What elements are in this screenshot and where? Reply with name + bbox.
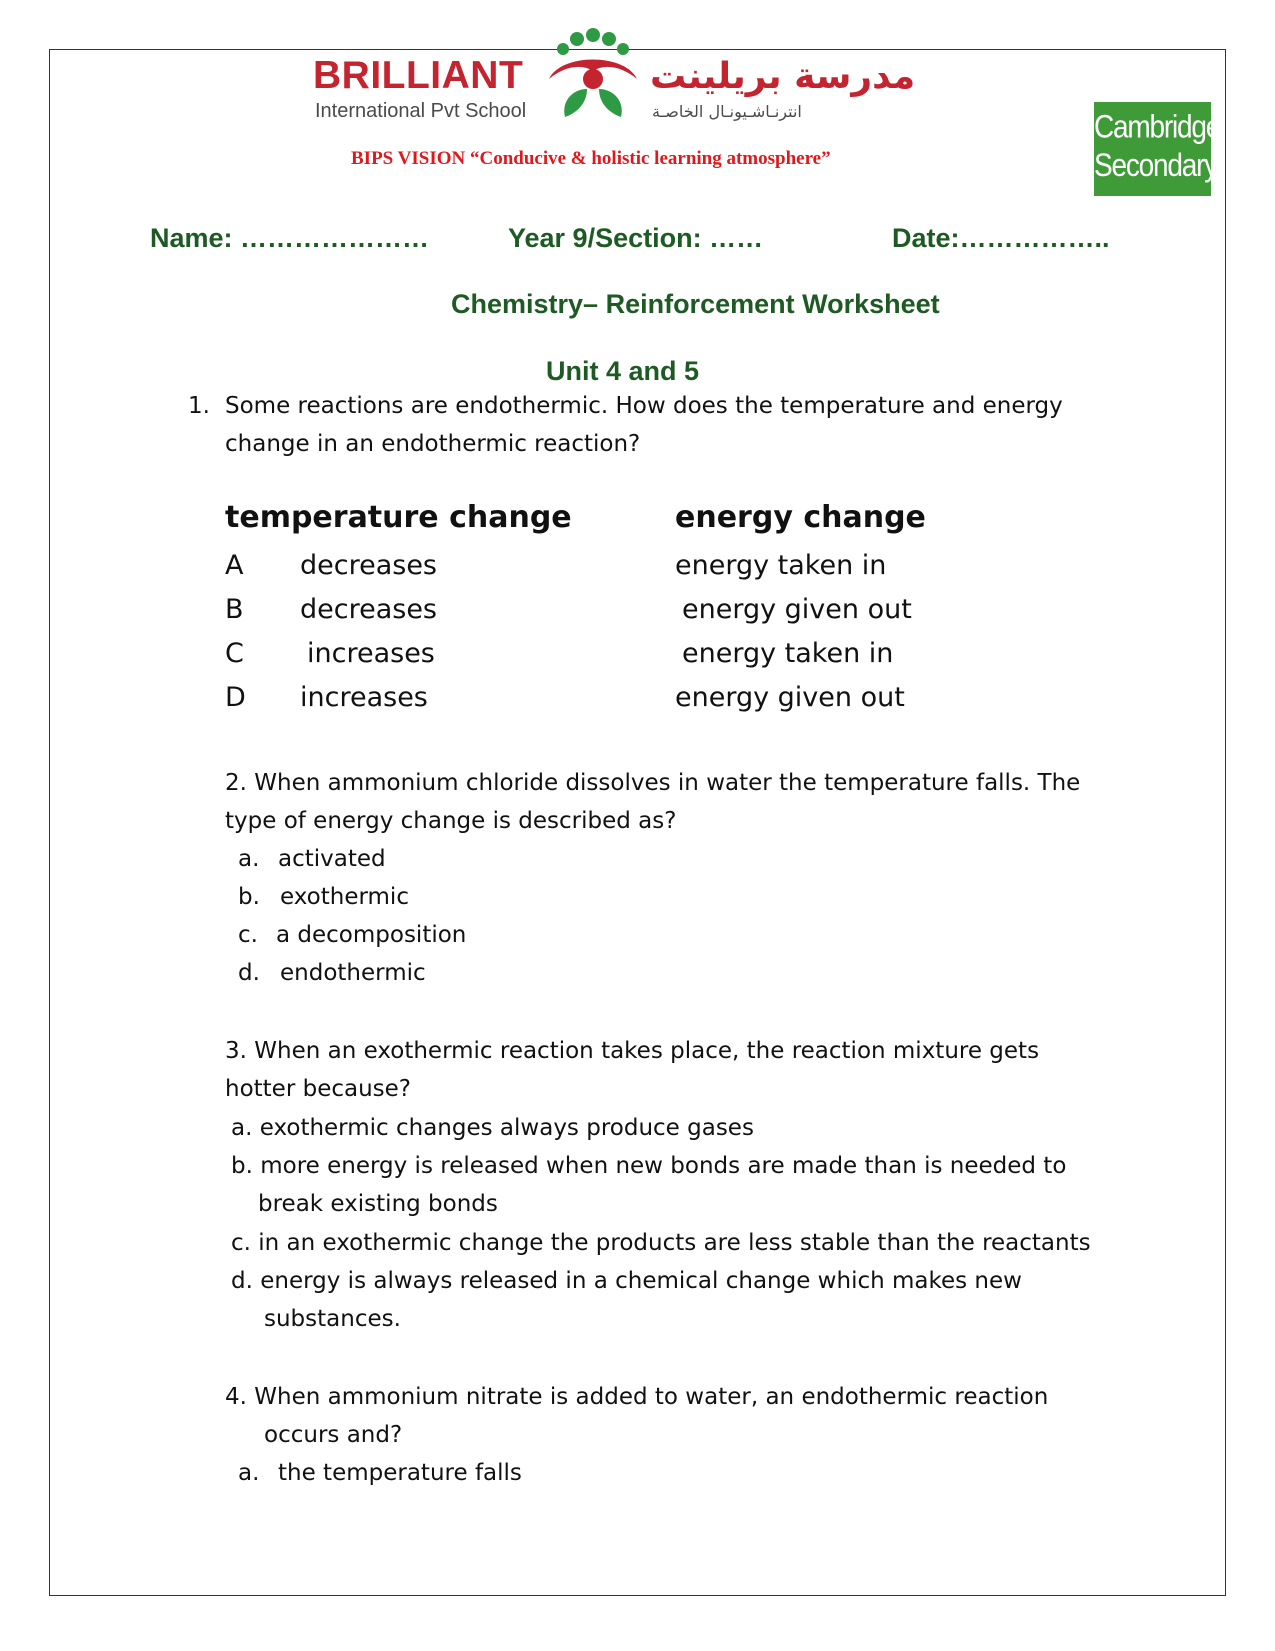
q3-option-b-continued: break existing bonds (258, 1191, 498, 1217)
q2-option-text: exothermic (280, 884, 409, 910)
q3-text-line-2: hotter because? (225, 1076, 412, 1102)
date-field[interactable]: Date:…………….. (892, 223, 1110, 253)
q1-number: 1. (188, 393, 210, 419)
badge-line-2: Secondary 1 (1094, 147, 1218, 232)
q2-option-text: endothermic (280, 960, 426, 986)
q1-option-letter[interactable]: B (225, 594, 244, 625)
q2-option-text: a decomposition (276, 922, 467, 948)
q1-option-energy: energy given out (675, 682, 905, 713)
q1-option-temp: increases (307, 638, 435, 669)
school-vision: BIPS VISION “Conducive & holistic learning atmosphere” (351, 148, 831, 169)
school-name-ar: مدرسة بريلينت (650, 56, 916, 97)
school-subtitle-ar: انترنـاشـيونـال الخاصـة (652, 102, 802, 121)
year-section-field[interactable]: Year 9/Section: …… (508, 223, 764, 253)
name-field[interactable]: Name: ………………… (150, 223, 430, 253)
q3-option-b[interactable]: b. more energy is released when new bonds are made than is needed to (231, 1153, 1067, 1179)
q1-option-energy: energy taken in (675, 550, 887, 581)
q2-option-label[interactable]: d. (238, 960, 260, 986)
school-subtitle-en: International Pvt School (315, 100, 527, 122)
q1-option-energy: energy given out (682, 594, 912, 625)
school-name-en: BRILLIANT (313, 54, 524, 97)
cambridge-badge (1094, 102, 1221, 232)
q2-option-label[interactable]: c. (238, 922, 258, 948)
q4-option-label[interactable]: a. (238, 1460, 260, 1486)
q1-col-header-temperature: temperature change (225, 500, 572, 535)
q1-option-temp: decreases (300, 550, 438, 581)
q2-text-line-2: type of energy change is described as? (225, 808, 677, 834)
q2-option-text: activated (278, 846, 386, 872)
q1-option-energy: energy taken in (682, 638, 894, 669)
q3-option-c[interactable]: c. in an exothermic change the products are less stable than the reactants (231, 1230, 1091, 1256)
q1-option-letter[interactable]: A (225, 550, 244, 581)
q1-option-letter[interactable]: D (225, 682, 246, 713)
q2-option-label[interactable]: a. (238, 846, 260, 872)
q3-text-line-1: 3. When an exothermic reaction takes place, the reaction mixture gets (225, 1038, 1040, 1064)
q3-option-d[interactable]: d. energy is always released in a chemical change which makes new (231, 1268, 1022, 1294)
q4-option-text: the temperature falls (278, 1460, 522, 1486)
q1-option-temp: increases (300, 682, 428, 713)
school-emblem-icon (543, 27, 643, 123)
badge-line-1: Cambridge (1094, 108, 1221, 145)
q4-text-line-2: occurs and? (264, 1422, 403, 1448)
q3-option-d-continued: substances. (264, 1306, 401, 1332)
q1-option-temp: decreases (300, 594, 438, 625)
q2-option-label[interactable]: b. (238, 884, 260, 910)
q4-text-line-1: 4. When ammonium nitrate is added to water, an endothermic reaction (225, 1384, 1049, 1410)
worksheet-title: Chemistry– Reinforcement Worksheet (451, 289, 940, 319)
q1-col-header-energy: energy change (675, 500, 926, 535)
q2-text-line-1: 2. When ammonium chloride dissolves in water the temperature falls. The (225, 770, 1081, 796)
q1-text-line-1: Some reactions are endothermic. How does the temperature and energy (225, 393, 1063, 419)
q1-option-letter[interactable]: C (225, 638, 244, 669)
unit-title: Unit 4 and 5 (546, 356, 700, 386)
q1-text-line-2: change in an endothermic reaction? (225, 431, 641, 457)
q3-option-a[interactable]: a. exothermic changes always produce gases (231, 1115, 754, 1141)
